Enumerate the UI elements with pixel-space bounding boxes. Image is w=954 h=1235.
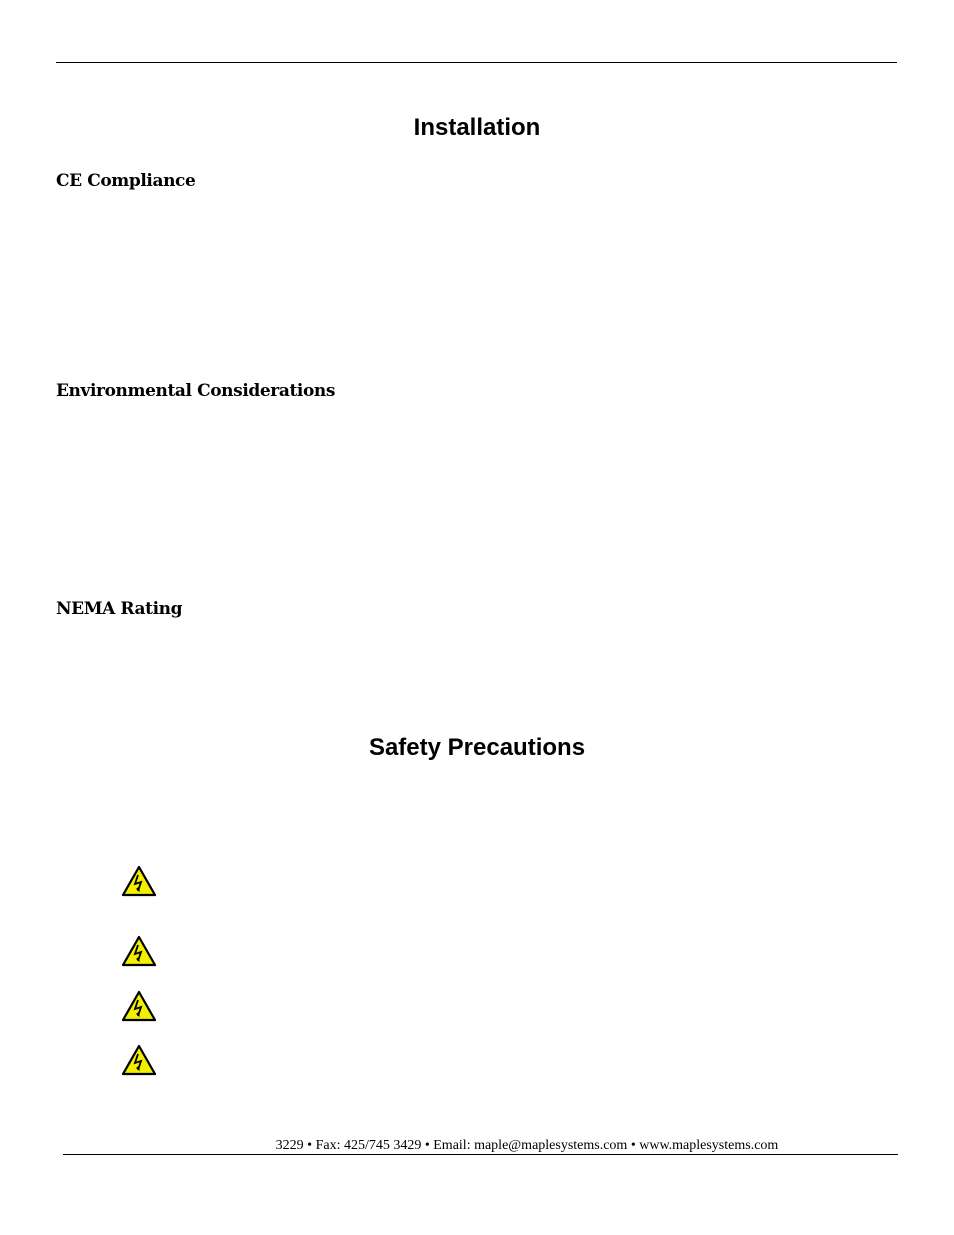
environmental-considerations-heading: Environmental Considerations [56, 381, 336, 401]
high-voltage-warning-icon [121, 935, 157, 967]
high-voltage-warning-icon [121, 1044, 157, 1076]
installation-title: Installation [413, 114, 541, 141]
safety-precautions-title: Safety Precautions [368, 734, 586, 761]
footer-contact-info: 3229 • Fax: 425/745 3429 • Email: maple@maplesystems.com • www.maplesystems.com [275, 1138, 779, 1153]
ce-compliance-heading: CE Compliance [56, 171, 196, 191]
footer-rule [63, 1154, 898, 1155]
high-voltage-warning-icon [121, 990, 157, 1022]
high-voltage-warning-icon [121, 865, 157, 897]
header-rule [56, 62, 897, 63]
nema-rating-heading: NEMA Rating [56, 599, 183, 619]
